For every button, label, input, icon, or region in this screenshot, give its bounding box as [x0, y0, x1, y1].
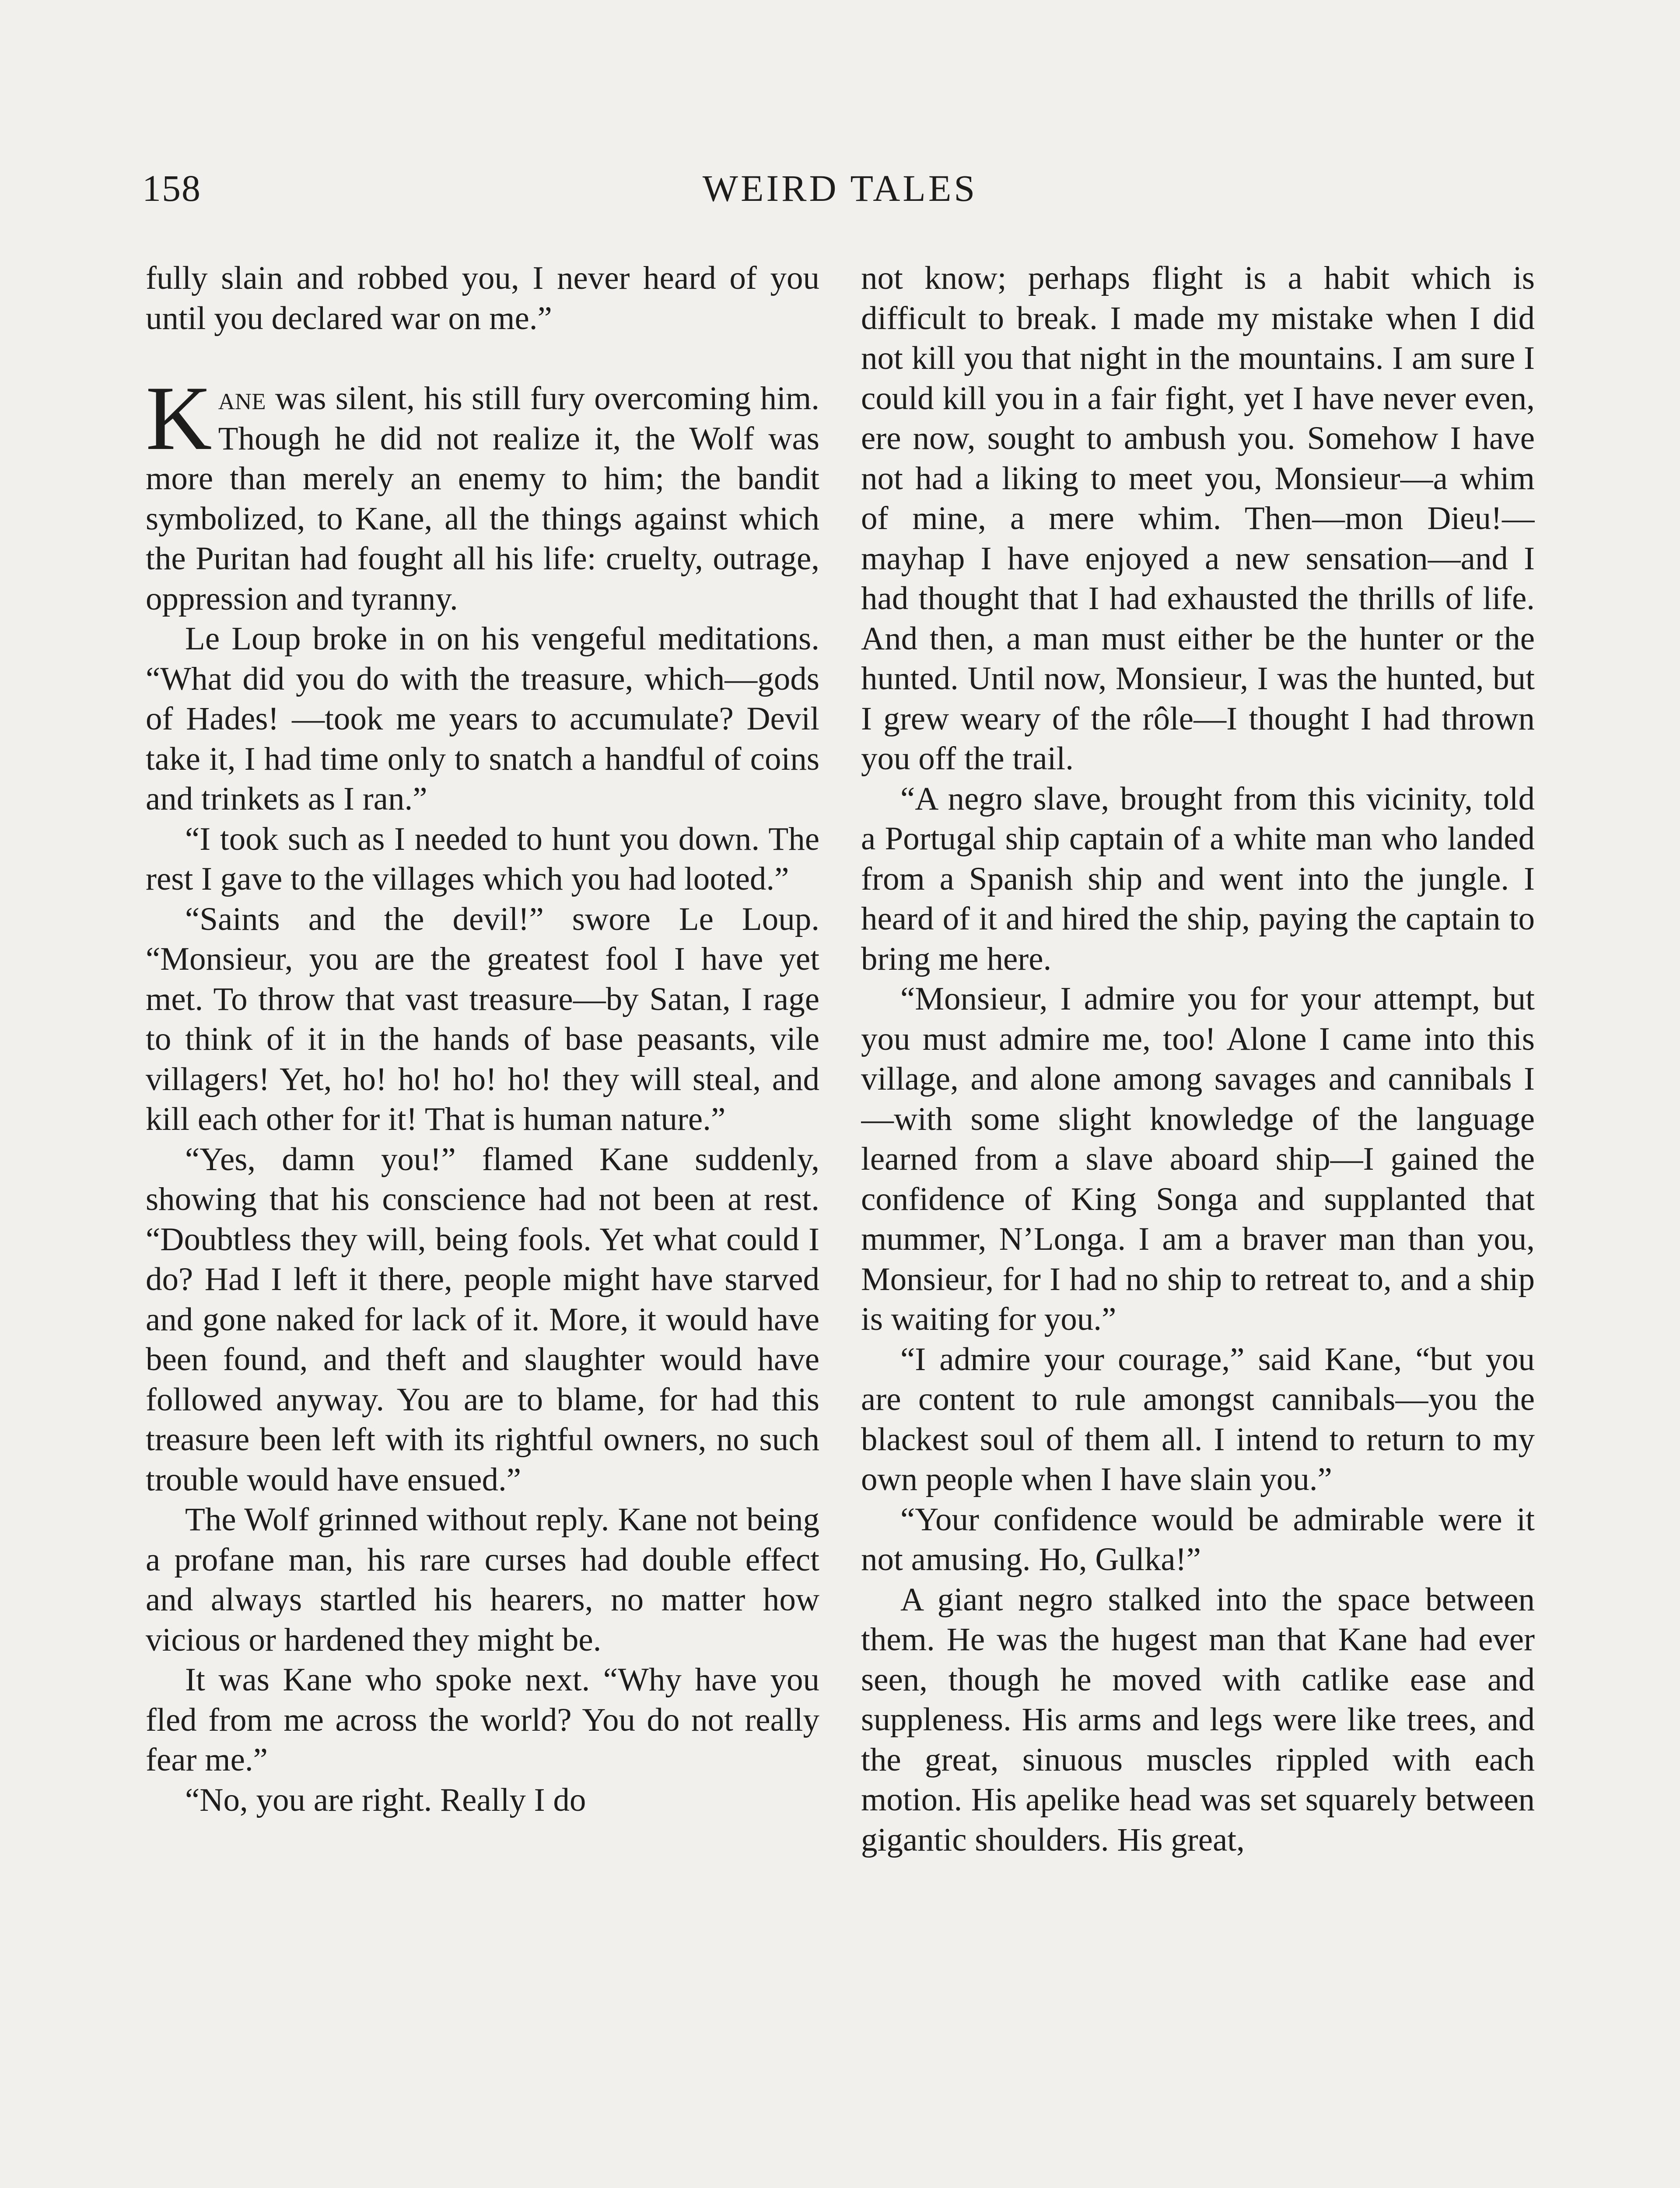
right-column: [861, 258, 1535, 2188]
paragraph: “A negro slave, brought from this vicinity, told a Portugal ship captain of a white man who landed from a Spanish ship and went into the jungle. I heard of it and hired the ship, paying the captain to bring me here.: [861, 780, 1535, 977]
paragraph: Le Loup broke in on his vengeful meditations. “What did you do with the treasure, which—gods of Hades! —took me years to accumulate? Devil take it, I had time only to snatch a handful of coins and trinkets as I ran.”: [146, 621, 819, 817]
paragraph: fully slain and robbed you, I never heard of you until you declared war on me.”: [146, 260, 819, 337]
dropcap-smallcaps: ane: [218, 380, 266, 417]
paragraph: “Monsieur, I admire you for your attempt, but you must admire me, too! Alone I came into this village, and alone among savages and cannibals I—with some slight knowledge of the language learned from a slave aboard ship—I gained the confidence of King Songa and supplanted that mummer, N’Longa. I am a braver man than you, Monsieur, for I had no ship to retreat to, and a ship is waiting for you.”: [861, 981, 1535, 1337]
paragraph: “Yes, damn you!” flamed Kane suddenly, showing that his conscience had not been at rest. “Doubtless they will, being fools. Yet what could I do? Had I left it there, people might have starved and gone naked for lack of it. More, it would have been found, and theft and slaughter would have followed anyway. You are to blame, for had this treasure been left with its rightful owners, no such trouble would have ensued.”: [146, 1141, 819, 1498]
paragraph: “Your confidence would be admirable were it not amusing. Ho, Gulka!”: [861, 1501, 1535, 1578]
page-header: [140, 166, 1540, 219]
paragraph: “I admire your courage,” said Kane, “but you are content to rule amongst cannibals—you the blackest soul of them all. I intend to return to my own people when I have slain you.”: [861, 1341, 1535, 1497]
paragraph: “Saints and the devil!” swore Le Loup. “Monsieur, you are the greatest fool I have yet met. To throw that vast treasure—by Satan, I rage to think of it in the hands of base peasants, vile villagers! Yet, ho! ho! ho! ho! they will steal, and kill each other for it! That is human nature.”: [146, 901, 819, 1137]
left-column: [146, 258, 819, 2188]
paragraph-body: ane was silent, his still fury overcoming him. Though he did not realize it, the Wolf was more than merely an enemy to him; the bandit symbolized, to Kane, all the things against which the Puritan had fought all his life: cruelty, outrage, oppression and tyranny.: [146, 380, 819, 617]
paragraph: It was Kane who spoke next. “Why have you fled from me across the world? You do not really fear me.”: [146, 1662, 819, 1778]
paragraph: not know; perhaps flight is a habit which is difficult to break. I made my mistake when I did not kill you that night in the mountains. I am sure I could kill you in a fair fight, yet I have never even, ere now, sought to ambush you. Somehow I have not had a liking to meet you, Monsieur—a whim of mine, a mere whim. Then—mon Dieu!—mayhap I have enjoyed a new sensation—and I had thought that I had exhausted the thrills of life. And then, a man must either be the hunter or the hunted. Until now, Monsieur, I was the hunted, but I grew weary of the rôle—I thought I had thrown you off the trail.: [861, 260, 1535, 777]
paragraph: A giant negro stalked into the space between them. He was the hugest man that Kane had ever seen, though he moved with catlike ease and suppleness. His arms and legs were like trees, and the great, sinuous muscles rippled with each motion. His apelike head was set squarely between gigantic shoulders. His great,: [861, 1581, 1535, 1858]
paragraph: “No, you are right. Really I do: [185, 1781, 586, 1818]
paragraph: The Wolf grinned without reply. Kane not being a profane man, his rare curses had double effect and always startled his hearers, no matter how vicious or hardened they might be.: [146, 1501, 819, 1658]
drop-cap: K: [146, 368, 212, 469]
running-head: WEIRD TALES: [702, 167, 978, 209]
page-number: 158: [142, 167, 201, 209]
dropcap-paragraph: [146, 368, 819, 619]
paragraph: “I took such as I needed to hunt you down. The rest I gave to the villages which you had looted.”: [146, 820, 819, 897]
